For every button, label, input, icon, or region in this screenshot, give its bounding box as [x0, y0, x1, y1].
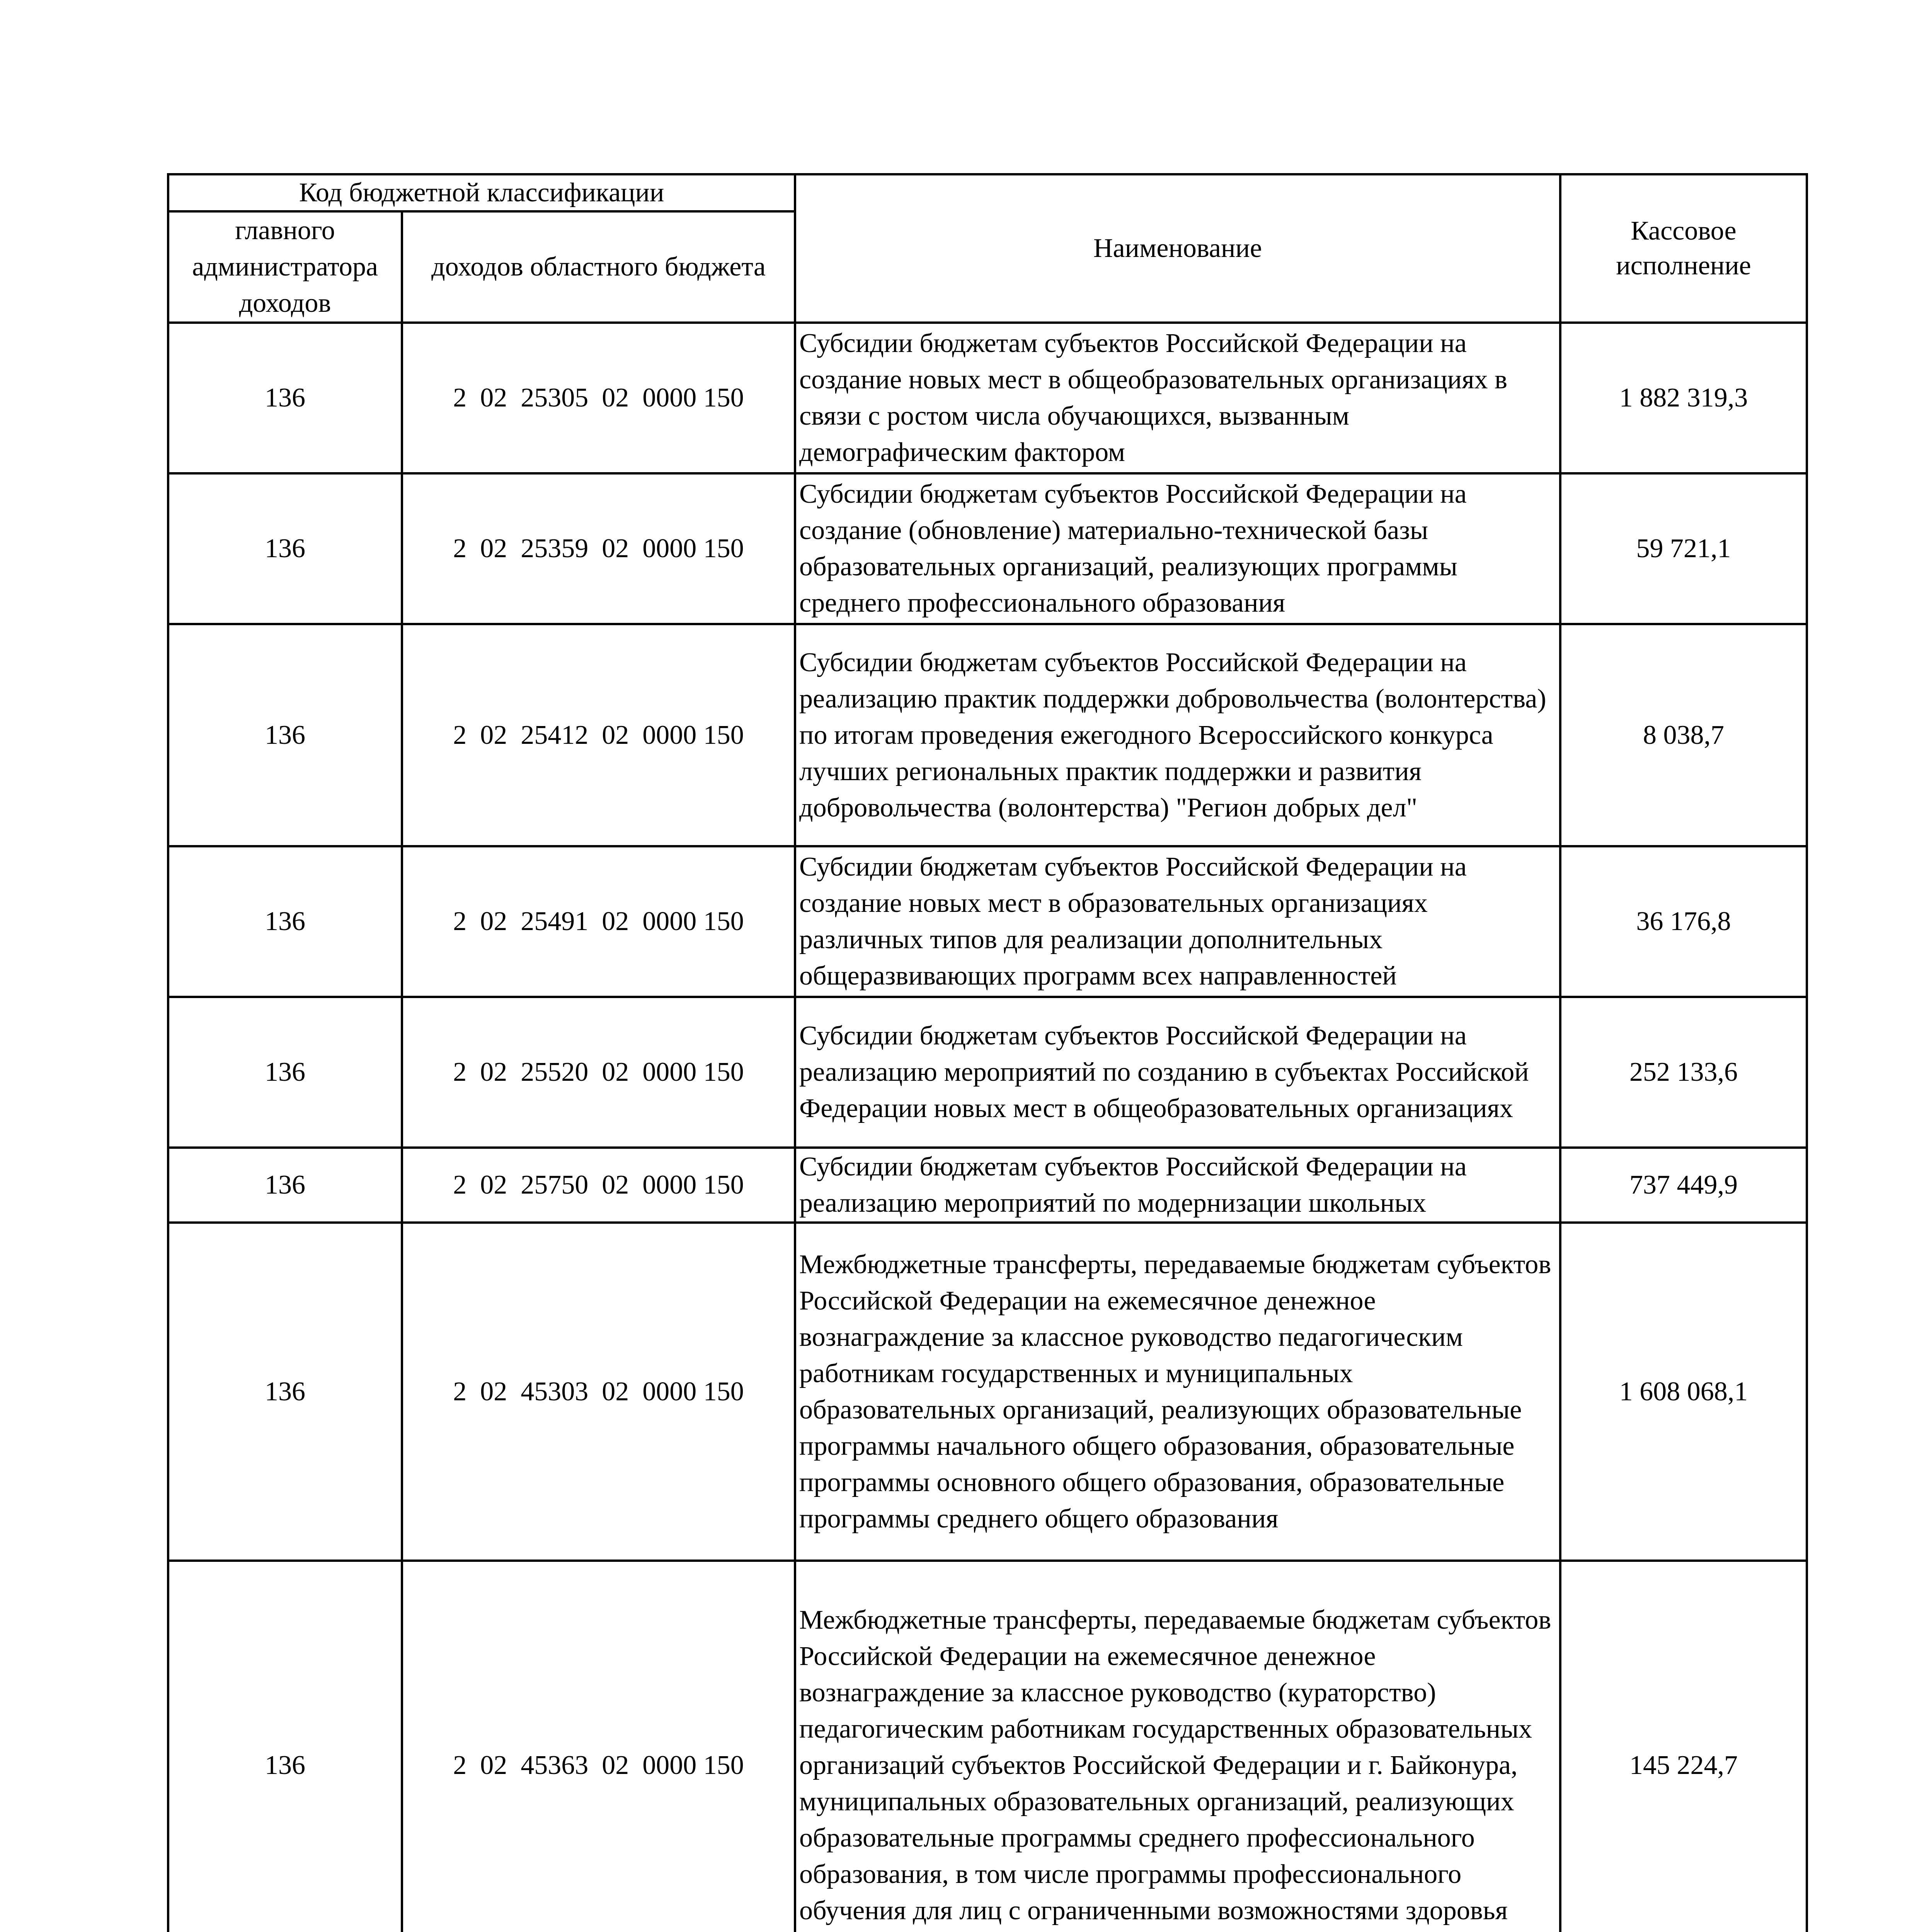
cell-admin: 136: [168, 1561, 402, 1932]
cell-name: Субсидии бюджетам субъектов Российской Федерации на реализацию мероприятий по модернизации школьных: [795, 1148, 1560, 1223]
cell-amount: 1 882 319,3: [1560, 323, 1807, 473]
cell-code: 2 02 25359 02 0000 150: [402, 473, 795, 624]
cell-amount: 252 133,6: [1560, 997, 1807, 1148]
cell-admin: 136: [168, 624, 402, 846]
table-row: [168, 624, 1807, 846]
cell-admin: 136: [168, 1148, 402, 1223]
cell-admin: 136: [168, 1223, 402, 1561]
cell-admin: 136: [168, 473, 402, 624]
cell-name: Субсидии бюджетам субъектов Российской Федерации на создание новых мест в общеобразовательных организациях в связи с ростом числа обучающихся, вызванным демографическим фактором: [795, 323, 1560, 473]
table-row: [168, 323, 1807, 473]
cell-name: Субсидии бюджетам субъектов Российской Федерации на создание (обновление) материально-технической базы образовательных организаций, реализующих программы среднего профессионального образования: [795, 473, 1560, 624]
cell-name: Субсидии бюджетам субъектов Российской Федерации на создание новых мест в образовательных организациях различных типов для реализации дополнительных общеразвивающих программ всех направленностей: [795, 846, 1560, 997]
header-admin: главного администратора доходов: [168, 211, 402, 323]
cell-amount: 145 224,7: [1560, 1561, 1807, 1932]
cell-code: 2 02 25520 02 0000 150: [402, 997, 795, 1148]
cell-amount: 8 038,7: [1560, 624, 1807, 846]
cell-name: Субсидии бюджетам субъектов Российской Федерации на реализацию практик поддержки добровольчества (волонтерства) по итогам проведения ежегодного Всероссийского конкурса лучших региональных практик поддержки и развития добровольчества (волонтерства) "Регион добрых дел": [795, 624, 1560, 846]
cell-admin: 136: [168, 323, 402, 473]
cell-admin: 136: [168, 997, 402, 1148]
table-row: [168, 1561, 1807, 1932]
budget-table: [167, 173, 1808, 1932]
table-row: [168, 997, 1807, 1148]
cell-name: Субсидии бюджетам субъектов Российской Федерации на реализацию мероприятий по созданию в субъектах Российской Федерации новых мест в общеобразовательных организациях: [795, 997, 1560, 1148]
table-row: [168, 846, 1807, 997]
cell-amount: 1 608 068,1: [1560, 1223, 1807, 1561]
table-row: [168, 1223, 1807, 1561]
table-row: [168, 1148, 1807, 1223]
cell-admin: 136: [168, 846, 402, 997]
header-income-code: доходов областного бюджета: [402, 211, 795, 323]
cell-code: 2 02 45303 02 0000 150: [402, 1223, 795, 1561]
cell-amount: 36 176,8: [1560, 846, 1807, 997]
cell-code: 2 02 25491 02 0000 150: [402, 846, 795, 997]
table-row: [168, 473, 1807, 624]
cell-code: 2 02 25750 02 0000 150: [402, 1148, 795, 1223]
cell-code: 2 02 45363 02 0000 150: [402, 1561, 795, 1932]
header-amount: Кассовое исполнение: [1560, 174, 1807, 323]
cell-code: 2 02 25305 02 0000 150: [402, 323, 795, 473]
cell-amount: 59 721,1: [1560, 473, 1807, 624]
header-classification-code: Код бюджетной классификации: [168, 174, 795, 211]
cell-name: Межбюджетные трансферты, передаваемые бюджетам субъектов Российской Федерации на ежемесячное денежное вознаграждение за классное руководство (кураторство) педагогическим работникам государственных образовательных организаций субъектов Российской Федерации и г. Байконура, муниципальных образовательных организаций, реализующих образовательные программы среднего профессионального образования, в том числе программы профессионального обучения для лиц с ограниченными возможностями здоровья: [795, 1561, 1560, 1932]
cell-name: Межбюджетные трансферты, передаваемые бюджетам субъектов Российской Федерации на ежемесячное денежное вознаграждение за классное руководство педагогическим работникам государственных и муниципальных образовательных организаций, реализующих образовательные программы начального общего образования, образовательные программы основного общего образования, образовательные программы среднего общего образования: [795, 1223, 1560, 1561]
cell-amount: 737 449,9: [1560, 1148, 1807, 1223]
header-name: Наименование: [795, 174, 1560, 323]
cell-code: 2 02 25412 02 0000 150: [402, 624, 795, 846]
